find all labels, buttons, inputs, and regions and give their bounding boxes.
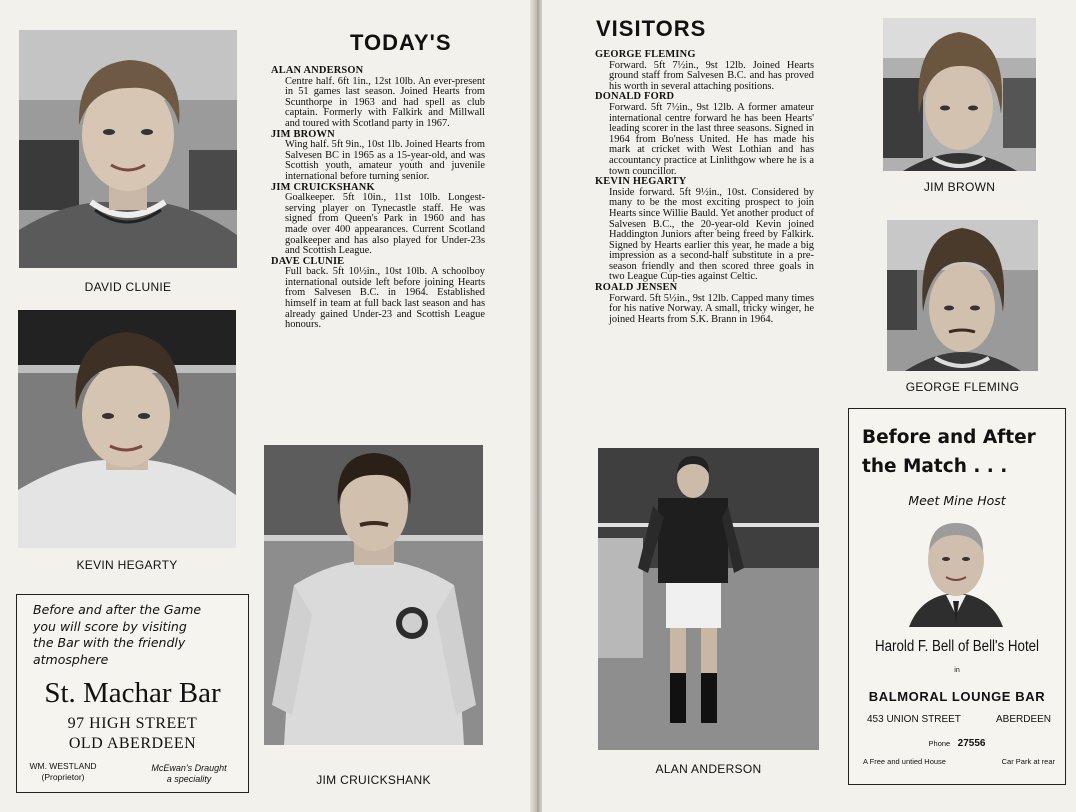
venue-street: 453 UNION STREET <box>867 714 961 725</box>
portrait-image <box>883 18 1036 171</box>
player-name: KEVIN HEGARTY <box>595 176 687 188</box>
player-bio: Centre half. 6ft 1in., 12st 10lb. An ever-present in 51 games last season. Joined Hearts from Scunthorpe in 1963 and had spell as club captain. Formerly with Falkirk and Millwall and toured with Scotland party in 1967. <box>285 75 485 129</box>
caption-kevin-hegarty: KEVIN HEGARTY <box>76 558 178 572</box>
bar-address-1: 97 HIGH STREET <box>67 715 198 732</box>
caption-george-fleming: GEORGE FLEMING <box>905 380 1020 394</box>
portrait-image <box>19 30 237 268</box>
bio-entry <box>595 177 814 283</box>
player-bio: Inside forward. 5ft 9½in., 10st. Considered by many to be the most exciting prospect to join Hearts since Willie Bauld. Yet another product of Salvesen B.C., the 20-year-old Kevin joined Haddington Juniors after being freed by Falkirk. Signed by Hearts earlier this year, he made a big impression as a second-half substitute in a pre-season friendly and then scored three goals in two League Cup-ties against Celtic. <box>609 186 814 283</box>
proprietor-block <box>27 761 99 783</box>
proprietor-name: WM. WESTLAND <box>29 761 97 771</box>
player-name: DONALD FORD <box>595 91 675 103</box>
photo-kevin-hegarty <box>18 310 236 548</box>
bio-entry <box>271 66 485 130</box>
bar-name: St. Machar Bar <box>44 677 221 709</box>
photo-jim-cruickshank <box>264 445 483 745</box>
bio-entry <box>271 257 485 331</box>
bio-entry <box>595 92 814 177</box>
ad-intro-line: the Bar with the friendly <box>33 635 186 650</box>
phone-label: Phone <box>928 739 951 748</box>
caption-jim-brown: JIM BROWN <box>923 180 996 194</box>
right-page <box>542 0 1076 812</box>
bio-entry <box>595 283 814 325</box>
venue-city: ABERDEEN <box>995 714 1051 725</box>
player-name: GEORGE FLEMING <box>595 49 696 60</box>
beer-line: a speciality <box>166 774 212 784</box>
photo-david-clunie <box>19 30 237 268</box>
proprietor-role: (Proprietor) <box>41 772 85 782</box>
ad-intro-line: you will score by visiting <box>33 618 187 634</box>
phone-line <box>849 733 1065 751</box>
bio-entry <box>271 183 485 257</box>
ad-headline <box>862 423 1036 481</box>
visitors-bios <box>595 50 814 325</box>
bar-address-2: OLD ABERDEEN <box>68 735 197 752</box>
photo-george-fleming <box>887 220 1038 371</box>
player-name: JIM CRUICKSHANK <box>271 181 375 193</box>
ad-subline: Meet Mine Host <box>908 493 1006 508</box>
portrait-image <box>264 445 483 745</box>
beer-block <box>137 763 241 785</box>
player-bio: Forward. 5ft 7½in., 9st 12lb. A former amateur international centre forward he has been Hearts' leading scorer in the last three seasons. Signed in 1964 from Bo'ness United. He has made his mark at cricket with West Lothian and has accountancy practice at Linlithgow where he is a town councillor. <box>609 101 814 177</box>
portrait-image <box>887 220 1038 371</box>
player-name: DAVE CLUNIE <box>271 255 345 267</box>
ad-footer-left: A Free and untied House <box>863 757 946 766</box>
portrait-image <box>18 310 236 548</box>
player-name: ROALD JENSEN <box>595 282 678 294</box>
visitors-heading: VISITORS <box>596 16 707 41</box>
ad-intro <box>33 602 201 668</box>
beer-line: McEwan's Draught <box>151 763 227 773</box>
host-name: Harold F. Bell of Bell's Hotel <box>874 638 1040 655</box>
ad-footer-right: Car Park at rear <box>1001 757 1055 766</box>
caption-alan-anderson: ALAN ANDERSON <box>655 762 762 776</box>
player-bio: Full back. 5ft 10½in., 10st 10lb. A schoolboy international outside left before joining Hearts from Salvesen B.C. in 1964. Established himself in team at full back last season and has already gained Under-23 and Scottish League honours. <box>285 266 485 331</box>
host-photo <box>901 515 1011 627</box>
ad-intro-line: Before and after the Game <box>33 602 202 617</box>
player-bio: Wing half. 5ft 9in., 10st 1lb. Joined Hearts from Salvesen BC in 1965 as a 15-year-old, and was Scottish youth, amateur youth and juvenile international before turning senior. <box>285 139 485 182</box>
caption-david-clunie: DAVID CLUNIE <box>84 280 172 294</box>
player-bio: Forward. 5ft 5½in., 9st 12lb. Capped many times for his native Norway. A small, tricky winger, he joined Hearts from S.K. Brann in 1964. <box>609 292 814 325</box>
todays-bios <box>271 66 485 331</box>
caption-jim-cruickshank: JIM CRUICKSHANK <box>316 773 431 787</box>
bio-entry <box>595 50 814 92</box>
bio-entry <box>271 130 485 183</box>
phone-number: 27556 <box>957 738 986 749</box>
host-portrait <box>901 515 1011 627</box>
action-photo <box>598 448 819 750</box>
left-page <box>0 0 534 812</box>
photo-jim-brown <box>883 18 1036 171</box>
player-name: JIM BROWN <box>271 128 335 140</box>
in-word: in <box>954 667 960 674</box>
ad-headline-line: the Match . . . <box>862 456 1008 477</box>
st-machar-bar-ad <box>16 594 249 793</box>
ad-headline-line: Before and After <box>862 427 1036 448</box>
venue-name: BALMORAL LOUNGE BAR <box>868 689 1046 704</box>
ad-intro-line: atmosphere <box>33 651 109 667</box>
photo-alan-anderson <box>598 448 819 750</box>
player-bio: Goalkeeper. 5ft 10in., 11st 10lb. Longest-serving player on Tynecastle staff. He was signed from Queen's Park in 1960 and has made over 400 appearances. Current Scotland goalkeeper and has also played for Under-23s and Scottish League. <box>285 192 485 257</box>
player-name: ALAN ANDERSON <box>271 65 364 76</box>
todays-heading: TODAY'S <box>350 30 452 55</box>
player-bio: Forward. 5ft 7½in., 9st 12lb. Joined Hearts ground staff from Salvesen B.C. and has proved his worth in several attaching positions. <box>609 59 814 92</box>
balmoral-lounge-ad <box>848 408 1066 785</box>
